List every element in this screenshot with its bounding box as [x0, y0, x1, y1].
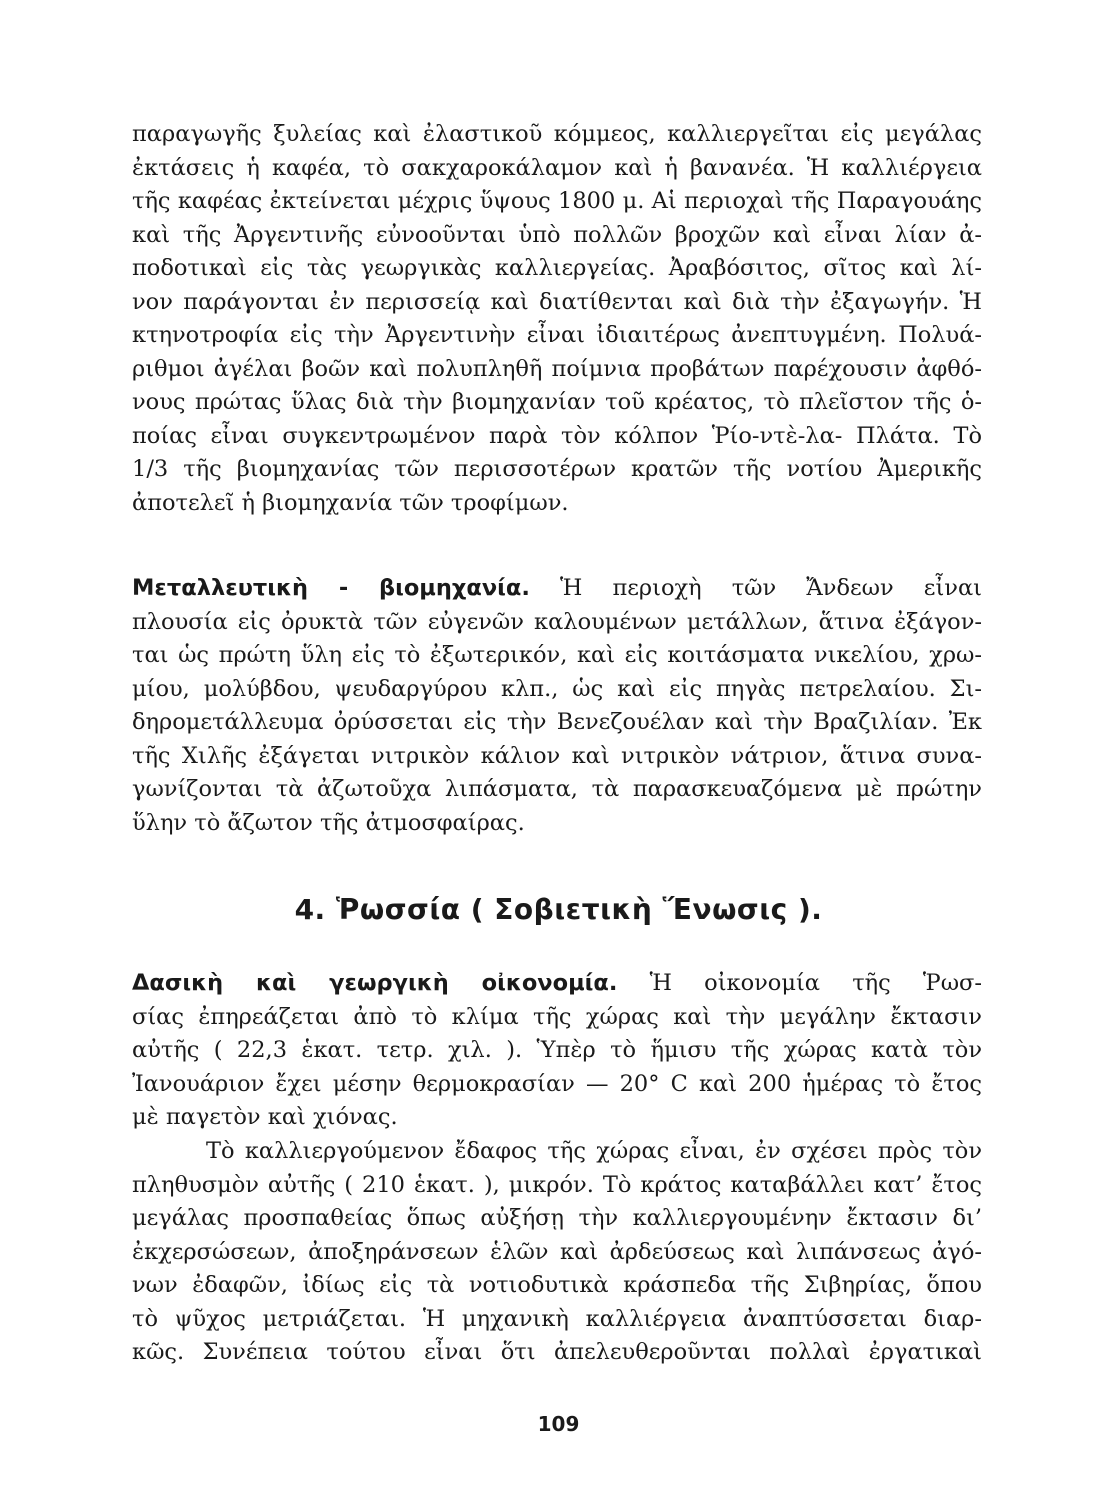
text-line: ἐκχερσώσεων, ἀποξηράνσεων ἑλῶν καὶ ἀρδεύσεως καὶ λιπάνσεως ἀγό-	[132, 1238, 982, 1265]
text-line: Τὸ καλλιεργούμενον ἔδαφος τῆς χώρας εἶναι, ἐν σχέσει πρὸς τὸν	[206, 1138, 982, 1164]
text-line: 1/3 τῆς βιομηχανίας τῶν περισσοτέρων κρατῶν τῆς νοτίου Ἀμερικῆς	[132, 456, 982, 482]
text-line: Ἰανουάριον ἔχει μέσην θερμοκρασίαν — 20° C καὶ 200 ἡμέρας τὸ ἔτος	[132, 1070, 982, 1097]
text-line: νων ἐδαφῶν, ἰδίως εἰς τὰ νοτιοδυτικὰ κράσπεδα τῆς Σιβηρίας, ὅπου	[132, 1272, 982, 1298]
text-line: δηρομετάλλευμα ὀρύσσεται εἰς τὴν Βενεζουέλαν καὶ τὴν Βραζιλίαν. Ἐκ	[132, 709, 982, 735]
section-title: 4. Ῥωσσία ( Σοβιετικὴ Ἕνωσις ).	[294, 893, 823, 926]
text-line: πλουσία εἰς ὀρυκτὰ τῶν εὐγενῶν καλουμένων μετάλλων, ἅτινα ἐξάγον-	[132, 608, 982, 635]
text-line: ποδοτικαὶ εἰς τὰς γεωργικὰς καλλιεργείας. Ἀραβόσιτος, σῖτος καὶ λί-	[132, 255, 982, 281]
text-line: νον παράγονται ἐν περισσείᾳ καὶ διατίθενται καὶ διὰ τὴν ἐξαγωγήν. Ἡ	[132, 288, 982, 315]
text-line: ὕλην τὸ ἄζωτον τῆς ἀτμοσφαίρας.	[132, 809, 525, 836]
text-line-first	[132, 572, 982, 606]
paragraph-heading: Δασικὴ καὶ γεωργικὴ οἰκονομία.	[132, 970, 618, 996]
paragraph-mining-industry	[132, 572, 982, 840]
text-line: σίας ἐπηρεάζεται ἀπὸ τὸ κλίμα τῆς χώρας καὶ τὴν μεγάλην ἔκτασιν	[132, 1003, 982, 1030]
paragraph-forestry-agriculture	[132, 967, 982, 1135]
paragraph-agriculture-argentina	[132, 118, 982, 520]
text-line: ριθμοι ἀγέλαι βοῶν καὶ πολυπληθῆ ποίμνια προβάτων παρέχουσιν ἀφθό-	[132, 355, 982, 382]
paragraph-cultivated-land	[132, 1135, 982, 1370]
text-line: ἀποτελεῖ ἡ βιομηχανία τῶν τροφίμων.	[132, 489, 569, 516]
text-line: παραγωγῆς ξυλείας καὶ ἐλαστικοῦ κόμμεος, καλλιεργεῖται εἰς μεγάλας	[132, 121, 982, 147]
paragraph-heading: Μεταλλευτικὴ - βιομηχανία.	[132, 575, 530, 601]
text-line: μίου, μολύβδου, ψευδαργύρου κλπ., ὡς καὶ εἰς πηγὰς πετρελαίου. Σι-	[132, 675, 982, 702]
text-line: αὐτῆς ( 22,3 ἑκατ. τετρ. χιλ. ). Ὑπὲρ τὸ ἥμισυ τῆς χώρας κατὰ τὸν	[132, 1037, 982, 1063]
text-line-first	[132, 967, 982, 1001]
text-line: ἐκτάσεις ἡ καφέα, τὸ σακχαροκάλαμον καὶ ἡ βανανέα. Ἡ καλλιέργεια	[132, 154, 982, 181]
text-line: καὶ τῆς Ἀργεντινῆς εὐνοοῦνται ὑπὸ πολλῶν βροχῶν καὶ εἶναι λίαν ἀ-	[132, 221, 982, 248]
text-line: πληθυσμὸν αὐτῆς ( 210 ἑκατ. ), μικρόν. Τὸ κράτος καταβάλλει κατ’ ἔτος	[132, 1171, 982, 1198]
text-line: μὲ παγετὸν καὶ χιόνας.	[132, 1104, 398, 1130]
text-line: νους πρώτας ὕλας διὰ τὴν βιομηχανίαν τοῦ κρέατος, τὸ πλεῖστον τῆς ὁ-	[132, 389, 982, 415]
text-line: κῶς. Συνέπεια τούτου εἶναι ὅτι ἀπελευθεροῦνται πολλαὶ ἐργατικαὶ	[132, 1339, 982, 1365]
text-line: ποίας εἶναι συγκεντρωμένον παρὰ τὸν κόλπον Ῥίο-ντὲ-λα- Πλάτα. Τὸ	[132, 422, 982, 449]
text-line: κτηνοτροφία εἰς τὴν Ἀργεντινὴν εἶναι ἰδιαιτέρως ἀνεπτυγμένη. Πολυά-	[132, 322, 982, 348]
text-line: τῆς Χιλῆς ἐξάγεται νιτρικὸν κάλιον καὶ νιτρικὸν νάτριον, ἅτινα συνα-	[132, 742, 982, 769]
text-run: Ἡ οἰκονομία τῆς Ῥωσ-	[617, 970, 983, 996]
text-line: τὸ ψῦχος μετριάζεται. Ἡ μηχανικὴ καλλιέργεια ἀναπτύσσεται διαρ-	[132, 1305, 982, 1332]
text-run: Ἡ περιοχὴ τῶν Ἄνδεων εἶναι	[529, 575, 982, 601]
text-line: γωνίζονται τὰ ἀζωτοῦχα λιπάσματα, τὰ παρασκευαζόμενα μὲ πρώτην	[132, 776, 982, 802]
text-line: τῆς καφέας ἐκτείνεται μέχρις ὕψους 1800 μ. Αἱ περιοχαὶ τῆς Παραγουάης	[132, 188, 982, 214]
text-line: μεγάλας προσπαθείας ὅπως αὐξήσῃ τὴν καλλιεργουμένην ἔκτασιν δι’	[132, 1205, 982, 1231]
page-number: 109	[537, 1412, 580, 1436]
text-line: ται ὡς πρώτη ὕλη εἰς τὸ ἐξωτερικόν, καὶ εἰς κοιτάσματα νικελίου, χρω-	[132, 642, 982, 668]
